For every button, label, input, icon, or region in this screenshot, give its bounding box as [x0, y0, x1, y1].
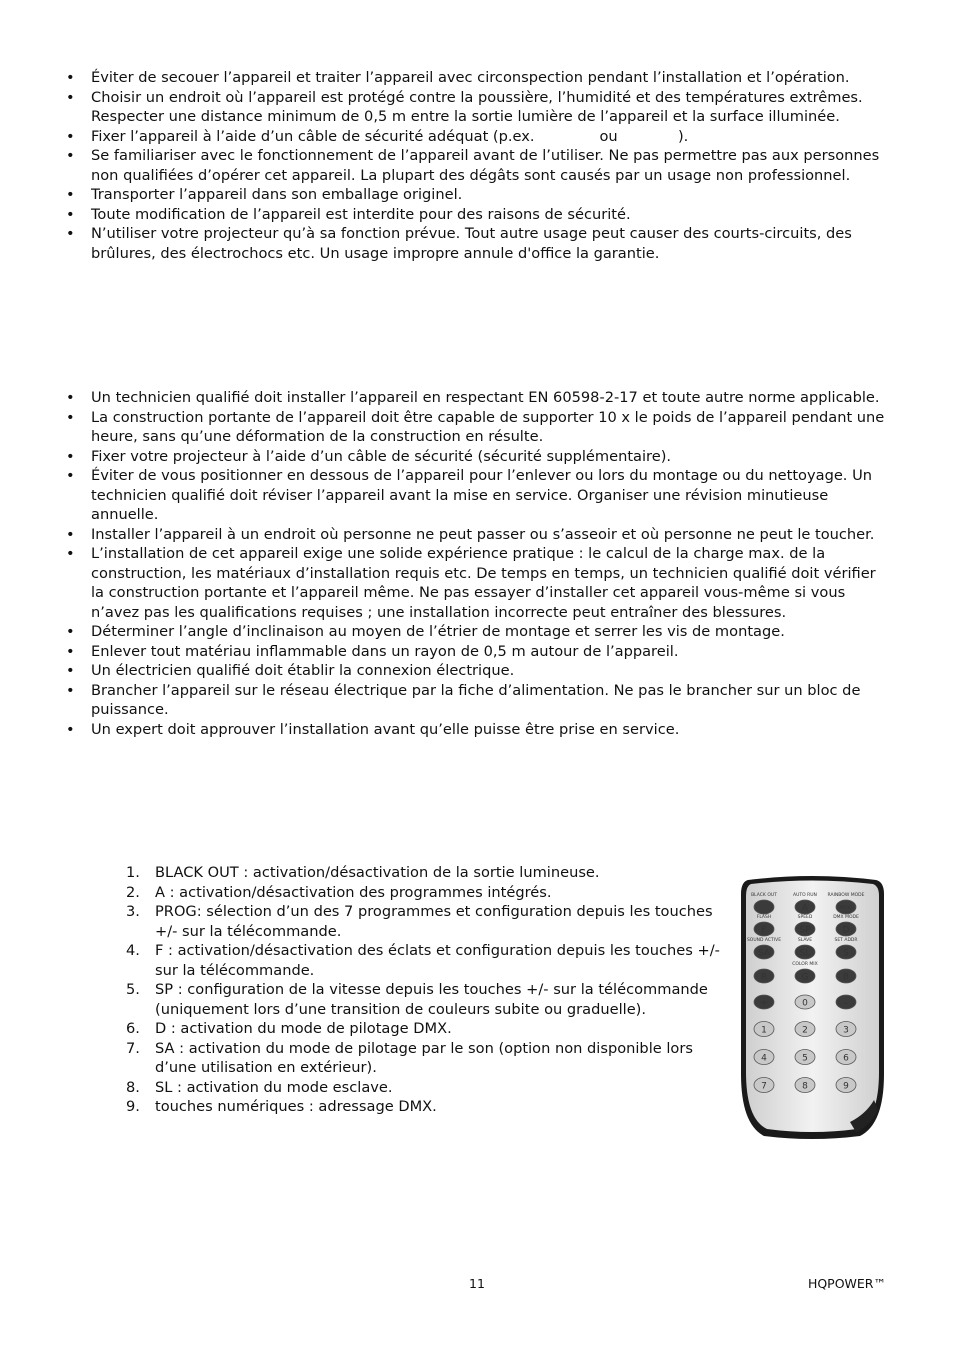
installation-item: • Un technicien qualifié doit installer l’appareil en respectant EN 60598-2-17 et toute autre norme applicable. [66, 388, 890, 408]
remote-small-label: DMX MODE [833, 915, 859, 920]
brand-name: HQPOWER™ [807, 1276, 886, 1291]
installation-list [66, 388, 890, 739]
remote-function-item [124, 1019, 724, 1039]
remote-key-label: R [760, 972, 768, 983]
installation-item: • Un expert doit approuver l’installation avant qu’elle puisse être prise en service. [66, 720, 890, 740]
remote-function-item [124, 1097, 724, 1117]
item-number: 3. [126, 903, 140, 920]
remote-key-label: F [761, 925, 767, 936]
remote-small-label: SET ADDR [834, 938, 858, 943]
remote-key-label: S [843, 948, 849, 959]
remote-key-label: 9 [843, 1081, 849, 1092]
item-text: SL : activation du mode esclave. [155, 1078, 393, 1096]
installation-section [66, 388, 890, 739]
item-number: 1. [126, 864, 140, 881]
remote-function-item [124, 902, 724, 941]
remote-key-label: SA [757, 948, 771, 959]
remote-function-item [124, 863, 724, 883]
installation-item: • Fixer votre projecteur à l’aide d’un câble de sécurité (sécurité supplémentaire). [66, 447, 890, 467]
item-text: BLACK OUT : activation/désactivation de la sortie lumineuse. [155, 864, 600, 881]
remote-small-label: RAINBOW MODE [827, 893, 865, 898]
item-number: 8. [126, 1078, 140, 1096]
installation-item: • Installer l’appareil à un endroit où personne ne peut passer ou s’asseoir et où personne ne peut le toucher. [66, 525, 890, 545]
installation-item: • L’installation de cet appareil exige une solide expérience pratique : le calcul de la charge max. de la construction, les matériaux d’installation requis etc. De temps en temps, un technicien qualifié doit vérifier la construction portante et l’appareil même. Ne pas essayer d’installer cet appareil vous-même si vous n’avez pas les qualifications requises ; une installation incorrecte peut entraîner des blessures. [66, 544, 890, 622]
safety-list [66, 68, 890, 263]
remote-small-label: SLAVE [797, 938, 813, 943]
remote-key-label: 0 [802, 998, 808, 1009]
item-text: F : activation/désactivation des éclats et configuration depuis les touches +/- sur la télécommande. [155, 942, 720, 979]
remote-key-label: – [843, 998, 849, 1009]
item-number: 5. [126, 981, 140, 998]
item-text: SP : configuration de la vitesse depuis les touches +/- sur la télécommande (uniquement lors d’une transition de couleurs subite ou graduelle). [155, 981, 708, 1018]
installation-item: • La construction portante de l’appareil doit être capable de supporter 10 x le poids de l’appareil pendant une heure, sans qu’une déformation de la construction en résulte. [66, 408, 890, 447]
remote-function-item [124, 980, 724, 1019]
safety-section [66, 68, 890, 263]
item-number: 7. [126, 1039, 140, 1057]
remote-key-label: 4 [761, 1053, 767, 1064]
remote-small-label: SOUND ACTIVE [746, 938, 782, 943]
item-text: touches numériques : adressage DMX. [155, 1098, 437, 1115]
remote-key [754, 900, 774, 914]
remote-small-label: SPEED [797, 915, 813, 920]
remote-function-item [124, 1078, 724, 1098]
item-number: 4. [126, 942, 140, 959]
installation-item: • Éviter de vous positionner en dessous de l’appareil pour l’enlever ou lors du montage ou du nettoyage. Un technicien qualifié doit réviser l’appareil avant la mise en service. Organiser une révision minutieuse annuelle. [66, 466, 890, 525]
remote-control-illustration [738, 874, 886, 1140]
remote-key-label: 6 [843, 1053, 849, 1064]
remote-functions-list [124, 863, 724, 1117]
remote-small-label: COLOR MIX [792, 962, 818, 967]
item-text: A : activation/désactivation des programmes intégrés. [155, 883, 552, 901]
item-number: 2. [126, 883, 140, 901]
item-text: SA : activation du mode de pilotage par le son (option non disponible lors d’une utilisation en extérieur). [155, 1039, 693, 1076]
item-text: D : activation du mode de pilotage DMX. [155, 1020, 452, 1037]
remote-key-label: SP [799, 925, 811, 936]
remote-key-label: D [842, 925, 850, 936]
remote-key-label: 7 [761, 1081, 767, 1092]
installation-item: • Brancher l’appareil sur le réseau électrique par la fiche d’alimentation. Ne pas le brancher sur un bloc de puissance. [66, 681, 890, 720]
safety-item: • Choisir un endroit où l’appareil est protégé contre la poussière, l’humidité et des températures extrêmes. Respecter une distance minimum de 0,5 m entre la sortie lumière de l’appareil et la surface illuminée. [66, 88, 890, 127]
page-number: 11 [469, 1276, 485, 1291]
remote-function-item [124, 941, 724, 980]
remote-key-label: A [801, 903, 809, 914]
installation-item: • Un électricien qualifié doit établir la connexion électrique. [66, 661, 890, 681]
remote-key-label: 5 [802, 1053, 808, 1064]
remote-key-label: 2 [802, 1025, 808, 1036]
remote-key-label: 8 [802, 1081, 808, 1092]
remote-key-label: G [801, 972, 809, 983]
remote-small-label: FLASH [756, 915, 772, 920]
remote-key-label: SL [799, 948, 811, 959]
remote-small-label: BLACK OUT [751, 893, 777, 898]
item-number: 6. [126, 1020, 140, 1037]
remote-key-label: 3 [843, 1025, 849, 1036]
safety-item: • Fixer l’appareil à l’aide d’un câble de sécurité adéquat (p.ex. ou ). [66, 127, 890, 147]
remote-key-label: B [842, 972, 850, 983]
remote-key-label: 1 [761, 1025, 767, 1036]
item-text: PROG: sélection d’un des 7 programmes et configuration depuis les touches +/- sur la télécommande. [155, 903, 713, 940]
safety-item: • Toute modification de l’appareil est interdite pour des raisons de sécurité. [66, 205, 890, 225]
safety-item: • Transporter l’appareil dans son emballage originel. [66, 185, 890, 205]
remote-key-label: + [760, 998, 768, 1009]
item-number: 9. [126, 1098, 140, 1115]
remote-small-label: AUTO RUN [793, 893, 817, 898]
remote-function-item [124, 883, 724, 903]
safety-item: • Se familiariser avec le fonctionnement de l’appareil avant de l’utiliser. Ne pas permettre pas aux personnes non qualifiées d’opérer cet appareil. La plupart des dégâts sont causés par un usage non professionnel. [66, 146, 890, 185]
remote-small-label: PROG [839, 906, 853, 911]
remote-control-image [738, 874, 886, 1140]
safety-item: • Éviter de secouer l’appareil et traiter l’appareil avec circonspection pendant l’installation et l’opération. [66, 68, 890, 88]
safety-item: • N’utiliser votre projecteur qu’à sa fonction prévue. Tout autre usage peut causer des courts-circuits, des brûlures, des électrochocs etc. Un usage impropre annule d'office la garantie. [66, 224, 890, 263]
remote-function-item [124, 1039, 724, 1078]
installation-item: • Déterminer l’angle d’inclinaison au moyen de l’étrier de montage et serrer les vis de montage. [66, 622, 890, 642]
installation-item: • Enlever tout matériau inflammable dans un rayon de 0,5 m autour de l’appareil. [66, 642, 890, 662]
